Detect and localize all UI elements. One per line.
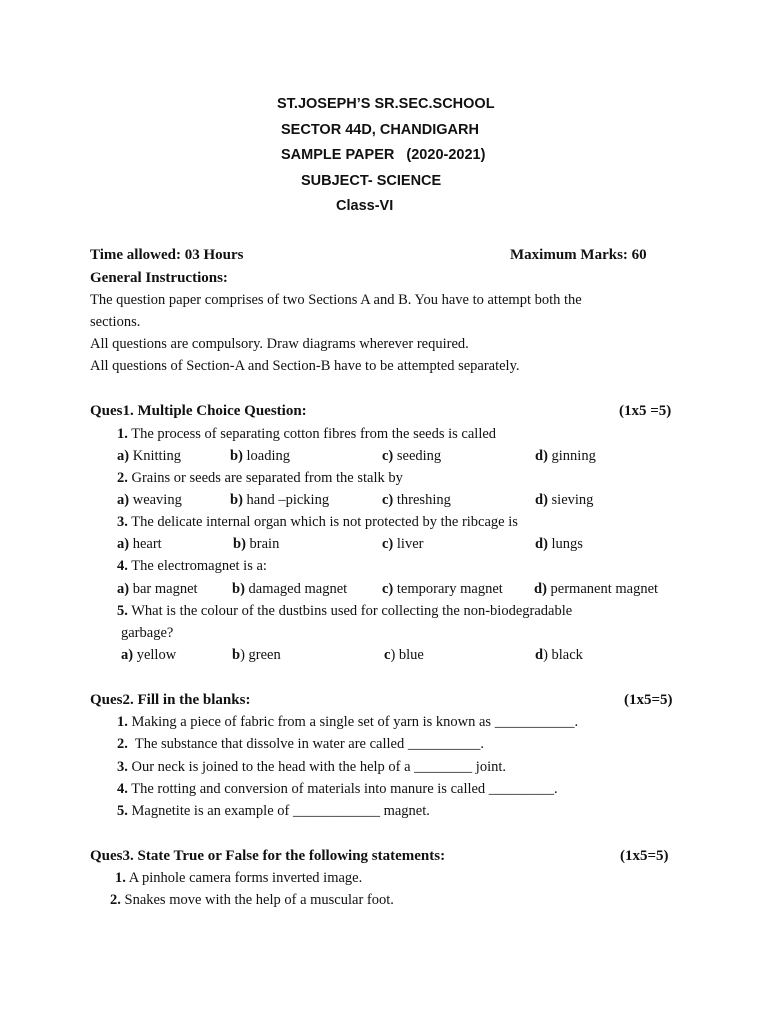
option-c — [382, 448, 441, 465]
item-text: A pinhole camera forms inverted image. — [128, 870, 363, 886]
option-b — [232, 581, 347, 598]
option-b — [230, 448, 290, 465]
question-text-continued: garbage? — [121, 625, 174, 641]
question-1-marks: (1x5 =5) — [619, 403, 672, 419]
option-letter: b) — [233, 536, 246, 552]
maximum-marks: Maximum Marks: 60 — [510, 247, 647, 263]
item-text: The substance that dissolve in water are called __________. — [131, 736, 484, 752]
option-letter: d) — [535, 536, 548, 552]
option-letter: b) — [232, 581, 245, 597]
option-b — [233, 536, 279, 553]
mcq-question — [117, 558, 267, 575]
instruction-line: All questions of Section-A and Section-B have to be attempted separately. — [90, 358, 520, 374]
item-text: damaged magnet — [248, 581, 348, 597]
option-c — [382, 581, 503, 598]
option-b — [230, 492, 329, 509]
option-letter: b) — [230, 448, 243, 464]
fill-blank-item — [117, 759, 506, 776]
item-text: ) green — [240, 647, 281, 663]
option-a — [117, 581, 198, 598]
item-text: Magnetite is an example of ____________ magnet. — [131, 803, 430, 819]
option-c — [382, 536, 423, 553]
mcq-question — [117, 426, 496, 443]
item-text: The rotting and conversion of materials into manure is called _________. — [131, 781, 558, 797]
option-letter: d) — [534, 581, 547, 597]
option-letter: d) — [535, 492, 548, 508]
option-letter: c) — [382, 536, 394, 552]
item-text: Snakes move with the help of a muscular foot. — [124, 892, 394, 908]
item-text: brain — [249, 536, 280, 552]
option-c — [382, 492, 451, 509]
mcq-question — [117, 470, 403, 487]
item-text: 1. — [115, 870, 126, 886]
item-text: 1. — [117, 714, 128, 730]
option-d — [534, 581, 658, 598]
option-letter: c) — [382, 581, 394, 597]
option-letter: a) — [117, 448, 130, 464]
question-text: The delicate internal organ which is not protected by the ribcage is — [131, 514, 518, 530]
option-letter: d) — [535, 448, 548, 464]
question-3-marks: (1x5=5) — [620, 848, 669, 864]
item-text: 2. — [117, 736, 128, 752]
option-letter: a) — [117, 581, 130, 597]
mcq-question — [117, 603, 572, 620]
question-text: The process of separating cotton fibres from the seeds is called — [131, 426, 497, 442]
option-a — [117, 536, 162, 553]
time-allowed: Time allowed: 03 Hours — [90, 247, 244, 263]
option-b — [232, 647, 281, 664]
question-number: 2. — [117, 470, 128, 486]
item-text: permanent magnet — [550, 581, 659, 597]
fill-blank-item — [117, 803, 430, 820]
item-text: Making a piece of fabric from a single set of yarn is known as ___________. — [131, 714, 579, 730]
option-d — [535, 448, 596, 465]
item-text: ) black — [543, 647, 583, 663]
school-name: ST.JOSEPH’S SR.SEC.SCHOOL — [277, 96, 495, 112]
item-text: Our neck is joined to the head with the help of a ________ joint. — [131, 759, 507, 775]
item-text: 3. — [117, 759, 128, 775]
item-text: loading — [246, 448, 291, 464]
question-text: What is the colour of the dustbins used for collecting the non-biodegradable — [131, 603, 573, 619]
item-text: sieving — [551, 492, 594, 508]
option-a — [117, 492, 182, 509]
question-text: Grains or seeds are separated from the stalk by — [131, 470, 403, 486]
question-number: 5. — [117, 603, 128, 619]
general-instructions-title: General Instructions: — [90, 270, 228, 286]
mcq-question — [117, 514, 518, 531]
option-letter: c) — [382, 448, 394, 464]
question-number: 4. — [117, 558, 128, 574]
item-text: temporary magnet — [396, 581, 503, 597]
option-a — [117, 448, 181, 465]
option-d — [535, 647, 583, 664]
item-text: 4. — [117, 781, 128, 797]
instruction-line: sections. — [90, 314, 141, 330]
true-false-item — [110, 892, 394, 909]
fill-blank-item — [117, 736, 484, 753]
item-text: ) blue — [390, 647, 424, 663]
option-d — [535, 536, 583, 553]
item-text: bar magnet — [132, 581, 198, 597]
school-address: SECTOR 44D, CHANDIGARH — [281, 122, 479, 138]
option-letter: b — [232, 647, 241, 663]
paper-title: SAMPLE PAPER (2020-2021) — [281, 147, 486, 163]
option-letter: a) — [117, 492, 130, 508]
item-text: liver — [396, 536, 424, 552]
item-text: hand –picking — [246, 492, 330, 508]
question-number: 1. — [117, 426, 128, 442]
item-text: weaving — [132, 492, 182, 508]
option-letter: d — [535, 647, 544, 663]
item-text: threshing — [396, 492, 451, 508]
item-text: heart — [132, 536, 162, 552]
option-a — [121, 647, 176, 664]
item-text: Knitting — [132, 448, 182, 464]
subject-title: SUBJECT- SCIENCE — [301, 173, 442, 189]
option-letter: a) — [121, 647, 134, 663]
option-c — [384, 647, 424, 664]
item-text: 5. — [117, 803, 128, 819]
item-text: lungs — [551, 536, 583, 552]
question-2-marks: (1x5=5) — [624, 692, 673, 708]
fill-blank-item — [117, 781, 558, 798]
question-text: The electromagnet is a: — [131, 558, 267, 574]
option-letter: c) — [382, 492, 394, 508]
fill-blank-item — [117, 714, 578, 731]
class-title: Class-VI — [336, 198, 394, 214]
question-1-title: Ques1. Multiple Choice Question: — [90, 403, 307, 419]
question-3-title: Ques3. State True or False for the following statements: — [90, 848, 446, 864]
instruction-line: The question paper comprises of two Sections A and B. You have to attempt both the — [90, 292, 582, 308]
option-d — [535, 492, 593, 509]
true-false-item — [115, 870, 362, 887]
instruction-line: All questions are compulsory. Draw diagrams wherever required. — [90, 336, 469, 352]
item-text: seeding — [396, 448, 442, 464]
item-text: 2. — [110, 892, 121, 908]
question-number: 3. — [117, 514, 128, 530]
option-letter: a) — [117, 536, 130, 552]
option-letter: c — [384, 647, 391, 663]
option-letter: b) — [230, 492, 243, 508]
item-text: ginning — [551, 448, 596, 464]
item-text: yellow — [136, 647, 177, 663]
question-2-title: Ques2. Fill in the blanks: — [90, 692, 251, 708]
